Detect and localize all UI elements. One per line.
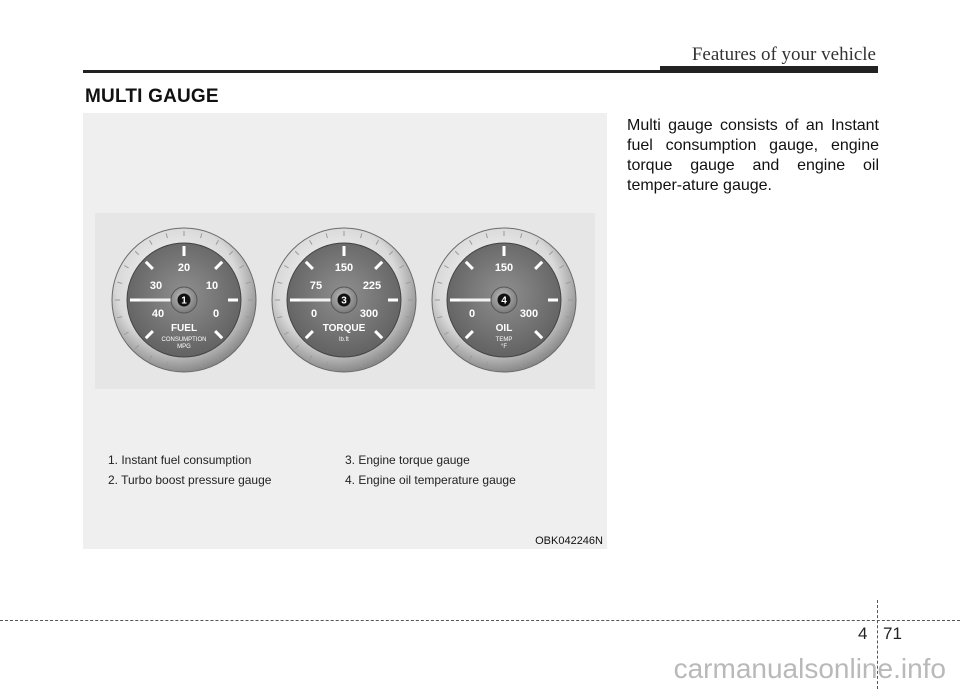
gauge-3 [432,228,576,372]
scale-label: 0 [212,308,220,320]
gauge-name: FUEL [170,323,198,334]
scale-label: 40 [151,308,165,320]
scale-label: 150 [334,262,354,274]
gauge-sublabel: TEMP [495,337,513,343]
caption-1: 1. Instant fuel consumption [108,453,252,467]
page-chapter: 4 [858,624,868,643]
caption-2: 2. Turbo boost pressure gauge [108,473,272,487]
scale-label: 0 [468,308,476,320]
figure-code: OBK042246N [535,535,603,547]
scale-label: 300 [359,308,379,320]
header-title: Features of your vehicle [691,44,876,65]
scale-label: 150 [494,262,514,274]
gauge-unit: °F [500,344,508,350]
gauge-2 [272,228,416,372]
caption-3: 3. Engine torque gauge [345,453,470,467]
caption-4: 4. Engine oil temperature gauge [345,473,516,487]
gauge-1 [112,228,256,372]
scale-label: 225 [362,280,382,292]
watermark: carmanualsonline.info [673,653,946,684]
footer-rule [0,620,960,621]
gauge-name: TORQUE [322,323,366,334]
scale-label: 75 [309,280,323,292]
scale-label: 20 [177,262,191,274]
body-text: Multi gauge consists of an Instant fuel consumption gauge, engine torque gauge and engine oil temper-ature gauge. [627,117,879,194]
callout-number: 3 [341,295,347,307]
scale-label: 10 [205,280,219,292]
scale-label: 300 [519,308,539,320]
gauges-illustration [83,211,607,391]
page-number: 71 [883,624,902,643]
callout-number: 1 [181,295,187,307]
gauge-sublabel: lb.ft [339,337,349,343]
scale-label: 30 [149,280,163,292]
section-title: MULTI GAUGE [85,86,219,107]
header-rule-accent [660,66,878,73]
gauge-name: OIL [495,323,513,334]
figure [83,113,607,549]
gauge-unit: MPG [177,344,191,350]
callout-number: 4 [501,295,507,307]
scale-label: 0 [310,308,318,320]
gauge-sublabel: CONSUMPTION [161,337,207,343]
